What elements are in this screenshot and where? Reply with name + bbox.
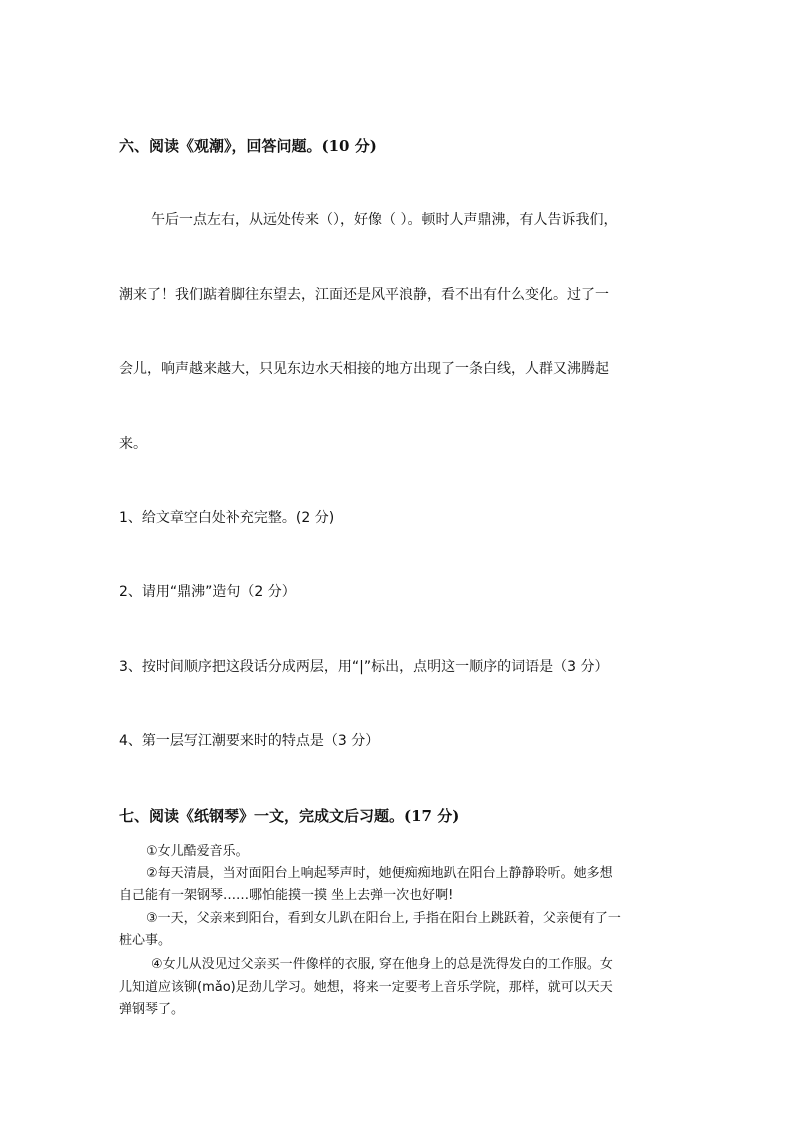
section6-passage-line-4: 来。 xyxy=(119,436,147,452)
section7-title: 七、阅读《纸钢琴》一文，完成文后习题。(17 分) xyxy=(119,807,460,825)
section6-title: 六、阅读《观潮》，回答问题。(10 分) xyxy=(119,137,377,155)
section6-passage-line-1: 午后一点左右，从远处传来（），好像（ ）。顿时人声鼎沸，有人告诉我们， xyxy=(151,212,618,228)
section6-question-2: 2、请用“鼎沸”造句（2 分） xyxy=(119,584,296,600)
section7-line-6: ④女儿从没见过父亲买一件像样的衣服, 穿在他身上的总是洗得发白的工作服。女 xyxy=(151,957,613,972)
section7-line-7: 儿知道应该铆(mǎo)足劲儿学习。她想，将来一定要考上音乐学院，那样，就可以天天 xyxy=(119,980,613,995)
section7-line-3: 自己能有一架钢琴……哪怕能摸一摸 坐上去弹一次也好啊! xyxy=(119,888,454,903)
section6-passage-line-2: 潮来了！我们踮着脚往东望去，江面还是风平浪静，看不出有什么变化。过了一 xyxy=(119,287,609,303)
section6-question-3: 3、按时间顺序把这段话分成两层，用“|”标出，点明这一顺序的词语是（3 分） xyxy=(119,659,609,675)
section6-question-4: 4、第一层写江潮要来时的特点是（3 分） xyxy=(119,733,380,749)
section7-line-4: ③一天，父亲来到阳台，看到女儿趴在阳台上, 手指在阳台上跳跃着，父亲便有了一 xyxy=(146,911,621,926)
section7-line-1: ①女儿酷爱音乐。 xyxy=(146,844,249,859)
section7-line-8: 弹钢琴了。 xyxy=(119,1002,185,1017)
section7-line-5: 桩心事。 xyxy=(119,933,172,948)
section7-line-2: ②每天清晨，当对面阳台上响起琴声时，她便痴痴地趴在阳台上静静聆听。她多想 xyxy=(146,866,613,881)
section6-question-1: 1、给文章空白处补充完整。(2 分) xyxy=(119,510,335,526)
section6-passage-line-3: 会儿，响声越来越大，只见东边水天相接的地方出现了一条白线，人群又沸腾起 xyxy=(119,361,609,377)
